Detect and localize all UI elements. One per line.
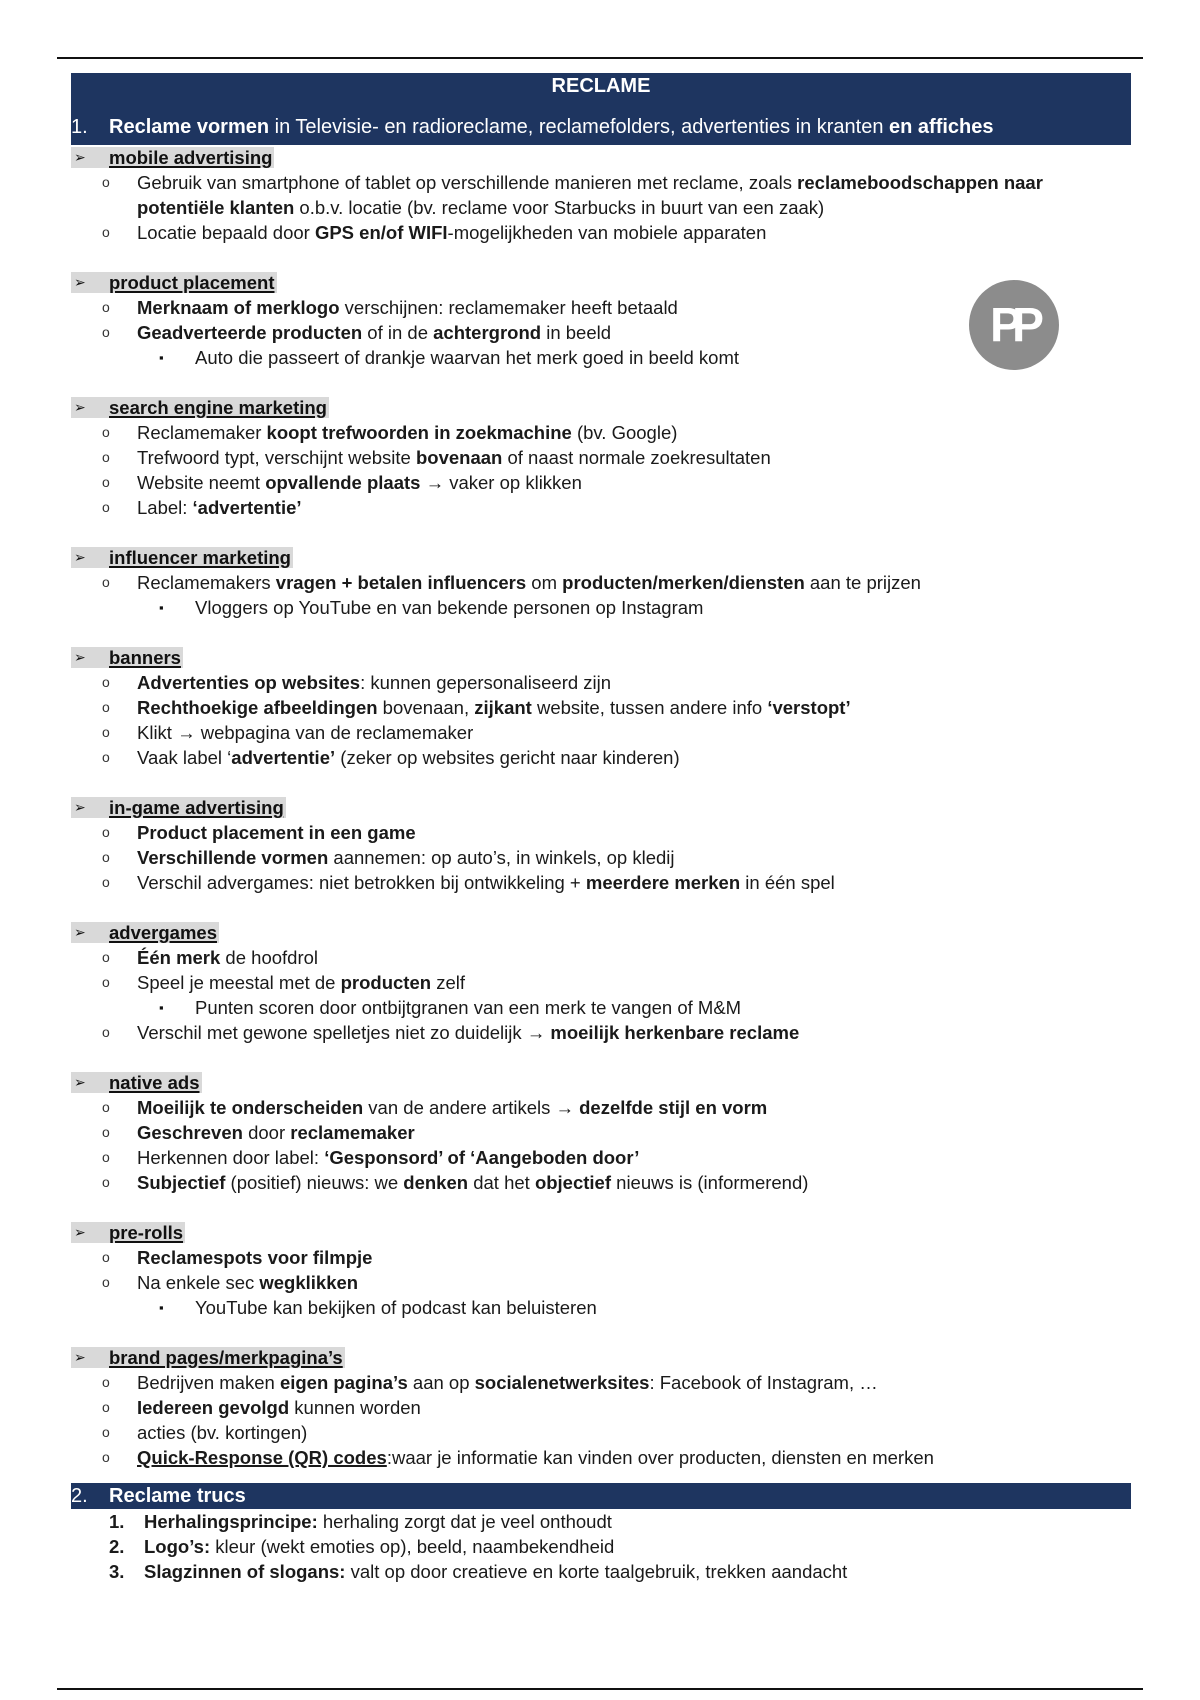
topic-heading [71, 1220, 1131, 1245]
title-bar [71, 73, 1131, 145]
circle-bullet-icon: o [102, 1249, 110, 1265]
sub-list-item [71, 595, 1131, 620]
topic-heading [71, 545, 1131, 570]
topic-heading [71, 920, 1131, 945]
topic-heading-label: brand pages/merkpagina’s [109, 1347, 343, 1368]
topic-heading [71, 145, 1131, 170]
circle-bullet-icon: o [102, 674, 110, 690]
section-1-title: Reclame vormen [109, 116, 270, 138]
topic-heading-label: native ads [109, 1072, 200, 1093]
list-item [71, 970, 1131, 995]
list-item [71, 1445, 1131, 1470]
circle-bullet-icon: o [102, 749, 110, 765]
item-text: Logo’s: kleur (wekt emoties op), beeld, naambekendheid [144, 1536, 615, 1557]
list-item [71, 220, 1131, 245]
circle-bullet-icon: o [102, 874, 110, 890]
item-text: Gebruik van smartphone of tablet op verschillende manieren met reclame, zoals reclameboodschappen naar potentiële klanten o.b.v. locatie (bv. reclame voor Starbucks in buurt van een zaak) [137, 172, 1043, 218]
list-item [71, 745, 1131, 770]
item-text: Rechthoekige afbeeldingen bovenaan, zijkant website, tussen andere info ‘verstopt’ [137, 697, 851, 718]
item-text: Slagzinnen of slogans: valt op door creatieve en korte taalgebruik, trekken aandacht [144, 1561, 848, 1582]
square-bullet-icon: ▪ [159, 1000, 164, 1015]
list-item [71, 570, 1131, 595]
section-2-title: Reclame trucs [109, 1485, 246, 1507]
item-number: 1. [109, 1511, 125, 1532]
section-1-number: 1. [71, 116, 88, 138]
topic-heading [71, 1070, 1131, 1095]
topic-heading-label: influencer marketing [109, 547, 291, 568]
item-text: Product placement in een game [137, 822, 416, 843]
square-bullet-icon: ▪ [159, 1300, 164, 1315]
numbered-item [71, 1509, 1131, 1534]
circle-bullet-icon: o [102, 499, 110, 515]
arrow-bullet-icon: ➢ [74, 1224, 86, 1240]
circle-bullet-icon: o [102, 574, 110, 590]
list-item [71, 1395, 1131, 1420]
topic-block [71, 545, 1131, 620]
arrow-bullet-icon: ➢ [74, 399, 86, 415]
arrow-bullet-icon: ➢ [74, 1349, 86, 1365]
topic-heading-label: pre-rolls [109, 1222, 184, 1243]
list-item [71, 1020, 1131, 1045]
topic-heading [71, 645, 1131, 670]
pp-logo-icon [968, 279, 1060, 371]
topic-heading-label: product placement [109, 272, 275, 293]
square-bullet-icon: ▪ [159, 600, 164, 615]
arrow-bullet-icon: ➢ [74, 149, 86, 165]
item-number: 3. [109, 1561, 125, 1582]
circle-bullet-icon: o [102, 974, 110, 990]
topic-heading [71, 1345, 1131, 1370]
circle-bullet-icon: o [102, 1174, 110, 1190]
circle-bullet-icon: o [102, 1124, 110, 1140]
sub-list-item [71, 995, 1131, 1020]
topic-block [71, 395, 1131, 520]
list-item [71, 670, 1131, 695]
numbered-item [71, 1559, 1131, 1584]
circle-bullet-icon: o [102, 849, 110, 865]
list-item [71, 1370, 1131, 1395]
topic-heading-label: mobile advertising [109, 147, 273, 168]
item-text: Herkennen door label: ‘Gesponsord’ of ‘Aangeboden door’ [137, 1147, 640, 1168]
logo-text: PP [989, 299, 1035, 352]
section-1-heading [71, 115, 994, 139]
list-item [71, 720, 1131, 745]
item-text: Reclamemaker koopt trefwoorden in zoekmachine (bv. Google) [137, 422, 678, 443]
list-item [71, 695, 1131, 720]
circle-bullet-icon: o [102, 724, 110, 740]
section-1-subtitle: in Televisie- en radioreclame, reclamefolders, advertenties in kranten [269, 116, 890, 138]
circle-bullet-icon: o [102, 174, 110, 190]
list-item [71, 420, 1131, 445]
circle-bullet-icon: o [102, 1274, 110, 1290]
list-item [71, 445, 1131, 470]
arrow-bullet-icon: ➢ [74, 274, 86, 290]
circle-bullet-icon: o [102, 424, 110, 440]
circle-bullet-icon: o [102, 224, 110, 240]
arrow-bullet-icon: ➢ [74, 799, 86, 815]
item-text: Moeilijk te onderscheiden van de andere artikels → dezelfde stijl en vorm [137, 1097, 768, 1118]
item-text: Website neemt opvallende plaats → vaker op klikken [137, 472, 582, 493]
circle-bullet-icon: o [102, 1099, 110, 1115]
item-text: Verschillende vormen aannemen: op auto’s, in winkels, op kledij [137, 847, 675, 868]
circle-bullet-icon: o [102, 449, 110, 465]
item-text: Reclamemakers vragen + betalen influencers om producten/merken/diensten aan te prijzen [137, 572, 921, 593]
item-text: Locatie bepaald door GPS en/of WIFI-mogelijkheden van mobiele apparaten [137, 222, 767, 243]
item-text: Vaak label ‘advertentie’ (zeker op websites gericht naar kinderen) [137, 747, 680, 768]
section-1-subtitle-end: en affiches [889, 116, 994, 138]
circle-bullet-icon: o [102, 1374, 110, 1390]
circle-bullet-icon: o [102, 1449, 110, 1465]
section-2-list [71, 1509, 1131, 1584]
item-text: Advertenties op websites: kunnen gepersonaliseerd zijn [137, 672, 612, 693]
arrow-bullet-icon: ➢ [74, 924, 86, 940]
item-text: Bedrijven maken eigen pagina’s aan op socialenetwerksites: Facebook of Instagram, … [137, 1372, 878, 1393]
item-text: Na enkele sec wegklikken [137, 1272, 359, 1293]
topic-heading-label: advergames [109, 922, 217, 943]
list-item [71, 1420, 1131, 1445]
topic-block [71, 795, 1131, 895]
item-text: Speel je meestal met de producten zelf [137, 972, 465, 993]
item-text: Subjectief (positief) nieuws: we denken dat het objectief nieuws is (informerend) [137, 1172, 809, 1193]
section-2-number: 2. [71, 1485, 88, 1507]
arrow-bullet-icon: ➢ [74, 549, 86, 565]
item-text: Auto die passeert of drankje waarvan het merk goed in beeld komt [195, 347, 740, 368]
item-text: Iedereen gevolgd kunnen worden [137, 1397, 421, 1418]
list-item [71, 1095, 1131, 1120]
list-item [71, 1120, 1131, 1145]
topic-block [71, 645, 1131, 770]
circle-bullet-icon: o [102, 299, 110, 315]
topic-heading-label: search engine marketing [109, 397, 327, 418]
sub-list-item [71, 1295, 1131, 1320]
numbered-item [71, 1534, 1131, 1559]
list-item [71, 1270, 1131, 1295]
circle-bullet-icon: o [102, 1424, 110, 1440]
circle-bullet-icon: o [102, 699, 110, 715]
item-text: Geadverteerde producten of in de achtergrond in beeld [137, 322, 612, 343]
list-item [71, 470, 1131, 495]
item-text: Vloggers op YouTube en van bekende personen op Instagram [195, 597, 704, 618]
list-item [71, 1245, 1131, 1270]
item-text: Herhalingsprincipe: herhaling zorgt dat je veel onthoudt [144, 1511, 612, 1532]
item-text: Verschil met gewone spelletjes niet zo duidelijk → moeilijk herkenbare reclame [137, 1022, 800, 1043]
arrow-bullet-icon: ➢ [74, 1074, 86, 1090]
list-item [71, 1170, 1131, 1195]
item-text: Reclamespots voor filmpje [137, 1247, 373, 1268]
item-text: Merknaam of merklogo verschijnen: reclamemaker heeft betaald [137, 297, 678, 318]
circle-bullet-icon: o [102, 824, 110, 840]
topic-heading [71, 795, 1131, 820]
topic-block [71, 1070, 1131, 1195]
list-item [71, 495, 1131, 520]
square-bullet-icon: ▪ [159, 350, 164, 365]
page-title: RECLAME [551, 75, 651, 97]
item-text: Één merk de hoofdrol [137, 947, 319, 968]
circle-bullet-icon: o [102, 949, 110, 965]
section-2-heading [71, 1483, 1131, 1509]
circle-bullet-icon: o [102, 1149, 110, 1165]
item-text: Klikt → webpagina van de reclamemaker [137, 722, 474, 743]
item-text: Verschil advergames: niet betrokken bij ontwikkeling + meerdere merken in één spel [137, 872, 835, 893]
list-item [71, 170, 1131, 220]
list-item [71, 820, 1131, 845]
circle-bullet-icon: o [102, 1024, 110, 1040]
item-text: acties (bv. kortingen) [137, 1422, 308, 1443]
item-number: 2. [109, 1536, 125, 1557]
list-item [71, 845, 1131, 870]
item-text: Trefwoord typt, verschijnt website bovenaan of naast normale zoekresultaten [137, 447, 771, 468]
list-item [71, 870, 1131, 895]
item-text: Punten scoren door ontbijtgranen van een merk te vangen of M&M [195, 997, 742, 1018]
list-item [71, 1145, 1131, 1170]
item-text: Geschreven door reclamemaker [137, 1122, 415, 1143]
item-text: YouTube kan bekijken of podcast kan beluisteren [195, 1297, 597, 1318]
bottom-rule [57, 1688, 1143, 1690]
topic-heading-label: in-game advertising [109, 797, 284, 818]
list-item [71, 945, 1131, 970]
circle-bullet-icon: o [102, 324, 110, 340]
topic-block [71, 920, 1131, 1045]
circle-bullet-icon: o [102, 1399, 110, 1415]
top-rule [57, 57, 1143, 59]
item-text: Label: ‘advertentie’ [137, 497, 302, 518]
item-text: Quick-Response (QR) codes:waar je informatie kan vinden over producten, diensten en merken [137, 1447, 934, 1468]
topic-block [71, 1220, 1131, 1320]
topic-block [71, 1345, 1131, 1470]
topic-heading-label: banners [109, 647, 181, 668]
circle-bullet-icon: o [102, 474, 110, 490]
topic-block [71, 145, 1131, 245]
arrow-bullet-icon: ➢ [74, 649, 86, 665]
topic-heading [71, 395, 1131, 420]
